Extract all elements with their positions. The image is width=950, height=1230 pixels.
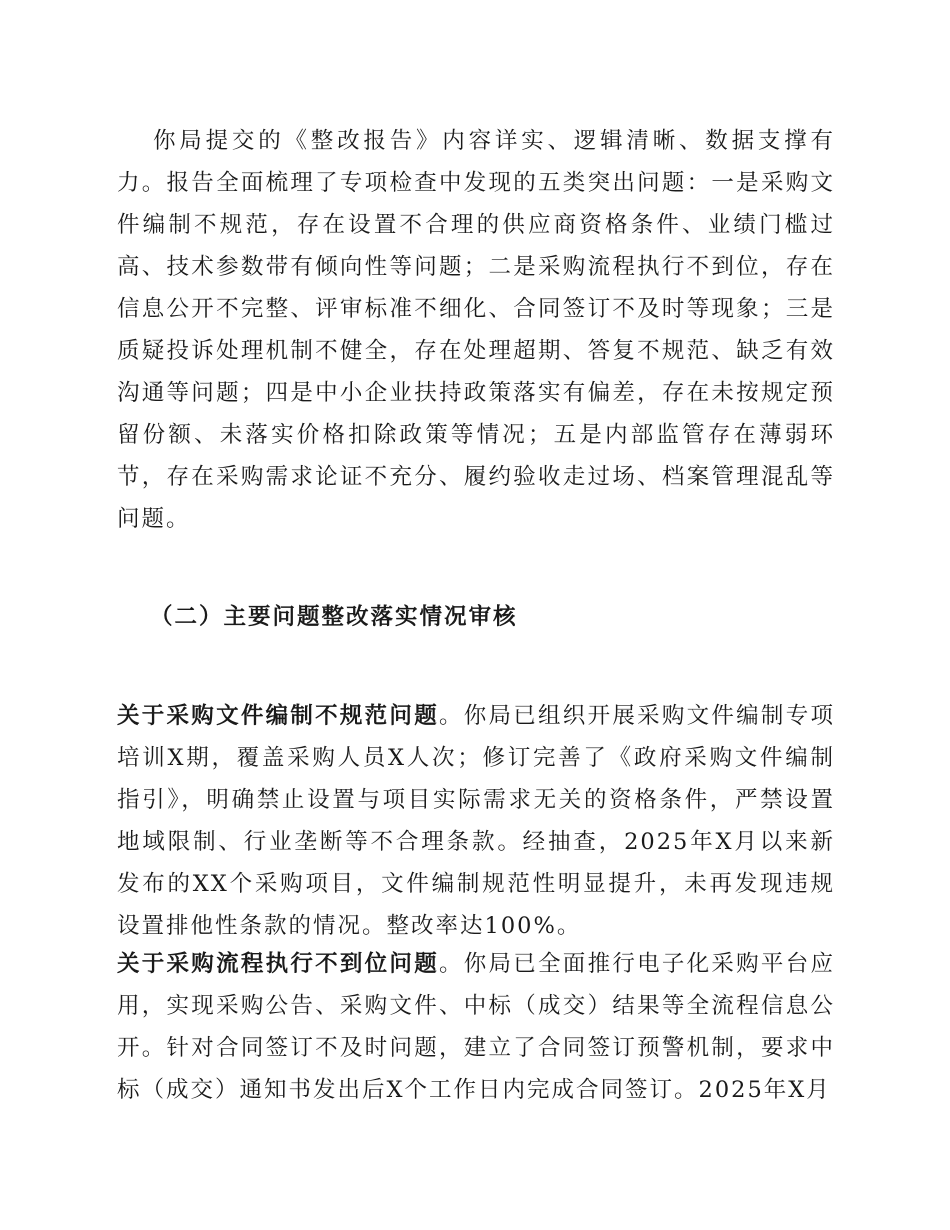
- paragraph-body-procurement-documents: 。你局已组织开展采购文件编制专项培训X期，覆盖采购人员X人次；修订完善了《政府采购文件编制指引》，明确禁止设置与项目实际需求无关的资格条件，严禁设置地域限制、行业垄断等不合理条款。经抽查，2025年X月以来新发布的XX个采购项目，文件编制规范性明显提升，未再发现违规设置排他性条款的情况。整改率达100%。: [117, 703, 835, 939]
- paragraph-review-summary: 你局提交的《整改报告》内容详实、逻辑清晰、数据支撑有力。报告全面梳理了专项检查中发现的五类突出问题：一是采购文件编制不规范，存在设置不合理的供应商资格条件、业绩门槛过高、技术参数带有倾向性等问题；二是采购流程执行不到位，存在信息公开不完整、评审标准不细化、合同签订不及时等现象；三是质疑投诉处理机制不健全，存在处理超期、答复不规范、缺乏有效沟通等问题；四是中小企业扶持政策落实有偏差，存在未按规定预留份额、未落实价格扣除政策等情况；五是内部监管存在薄弱环节，存在采购需求论证不充分、履约验收走过场、档案管理混乱等问题。: [117, 128, 835, 532]
- paragraph-procurement-process: [117, 943, 835, 1111]
- paragraph-lead-procurement-process: 关于采购流程执行不到位问题: [117, 951, 439, 977]
- section-heading: （二）主要问题整改落实情况审核: [150, 604, 518, 630]
- paragraph-body-procurement-process: 。你局已全面推行电子化采购平台应用，实现采购公告、采购文件、中标（成交）结果等全流程信息公开。针对合同签订不及时问题，建立了合同签订预警机制，要求中标（成交）通知书发出后X个工作日内完成合同签订。2025年X月: [117, 951, 835, 1103]
- paragraph-lead-procurement-documents: 关于采购文件编制不规范问题: [117, 703, 439, 729]
- paragraph-procurement-documents: [117, 695, 835, 947]
